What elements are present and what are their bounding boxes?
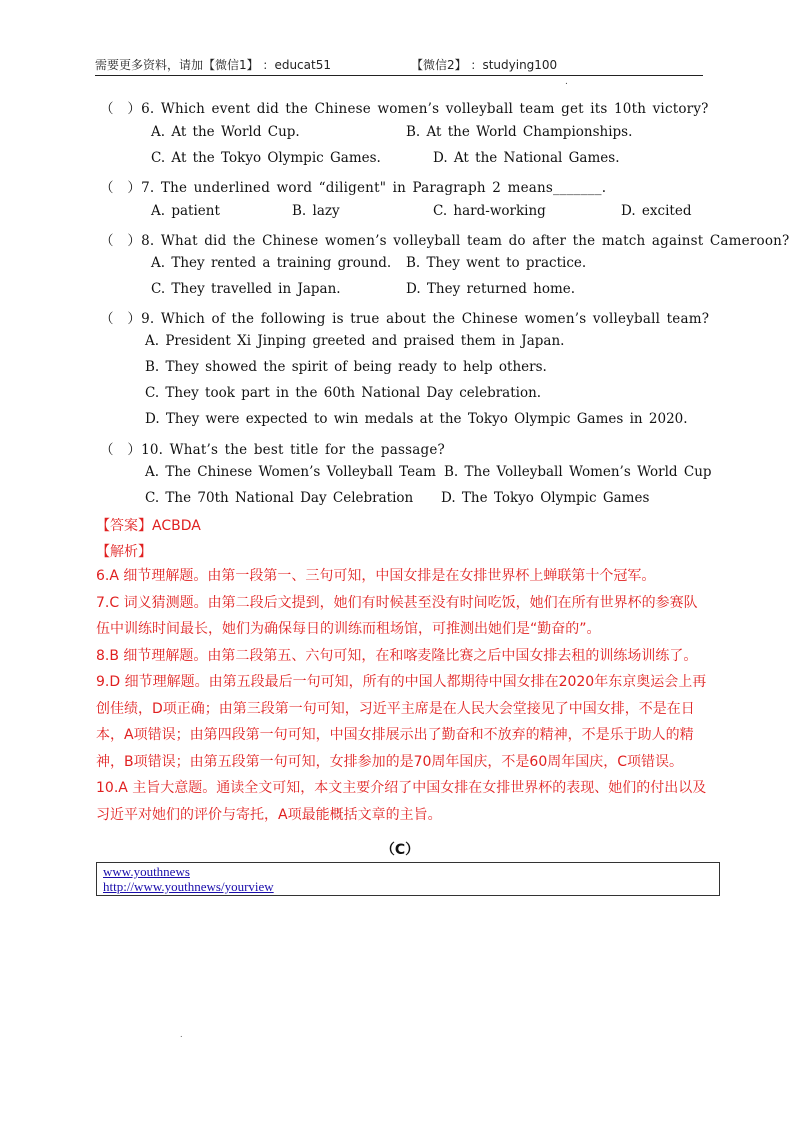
question-7: （ ）7. The underlined word “diligent" in Paragraph 2 means_______.	[100, 180, 607, 196]
q6-option-a: A. At the World Cup.	[151, 124, 300, 140]
q6-option-d: D. At the National Games.	[433, 150, 620, 166]
analysis-item-10: 10.A 主旨大意题。通读全文可知，本文主要介绍了中国女排在女排世界杯的表现、她们的付出以及习近平对她们的评价与寄托，A项最能概括文章的主旨。	[96, 780, 707, 823]
question-6: （ ）6. Which event did the Chinese women’s volleyball team get its 10th victory?	[100, 101, 709, 117]
q7-option-a: A. patient	[151, 203, 220, 219]
question-9: （ ）9. Which of the following is true about the Chinese women’s volleyball team?	[100, 311, 710, 327]
question-8: （ ）8. What did the Chinese women’s volleyball team do after the match against Cameroon?	[100, 233, 790, 249]
page-header	[95, 56, 703, 76]
question-10: （ ）10. What’s the best title for the passage?	[100, 442, 445, 458]
url-box	[96, 862, 720, 896]
analysis-item-8: 8.B 细节理解题。由第二段第五、六句可知，在和喀麦隆比赛之后中国女排去租的训练场训练了。	[96, 647, 698, 664]
wechat-contact-1: 需要更多资料，请加【微信1】 ：educat51	[95, 58, 331, 72]
q10-option-d: D. The Tokyo Olympic Games	[441, 490, 650, 506]
q10-option-b: B. The Volleyball Women’s World Cup	[444, 464, 712, 480]
q10-option-c: C. The 70th National Day Celebration	[145, 490, 414, 506]
q8-option-c: C. They travelled in Japan.	[151, 281, 341, 297]
q9-option-a: A. President Xi Jinping greeted and praised them in Japan.	[145, 333, 565, 349]
section-label: （C）	[380, 842, 420, 858]
q9-option-b: B. They showed the spirit of being ready to help others.	[145, 359, 547, 375]
analysis-item-7: 7.C 词义猜测题。由第二段后文提到，她们有时候甚至没有时间吃饭，她们在所有世界杯的参赛队伍中训练时间最长，她们为确保每日的训练而租场馆，可推测出她们是“勤奋的”。	[96, 594, 698, 637]
q9-option-c: C. They took part in the 60th National Day celebration.	[145, 385, 542, 401]
link-youthnews[interactable]: www.youthnews	[103, 864, 190, 879]
q7-option-d: D. excited	[621, 203, 692, 219]
analysis-block	[96, 563, 708, 828]
q9-option-d: D. They were expected to win medals at the Tokyo Olympic Games in 2020.	[145, 411, 688, 427]
q6-option-c: C. At the Tokyo Olympic Games.	[151, 150, 381, 166]
link-yourview[interactable]: http://www.youthnews/yourview	[103, 879, 274, 894]
footer-mark: .	[180, 1030, 183, 1039]
analysis-item-9: 9.D 细节理解题。由第五段最后一句可知，所有的中国人都期待中国女排在2020年东京奥运会上再创佳绩，D项正确；由第三段第一句可知，习近平主席是在人民大会堂接见了中国女排，不是在日本，A项错误；由第四段第一句可知，中国女排展示出了勤奋和不放弃的精神，不是乐于助人的精神，B项错误；由第五段第一句可知，女排参加的是70周年国庆，不是60周年国庆，C项错误。	[96, 674, 707, 770]
analysis-title: 【解析】	[96, 544, 152, 560]
q6-option-b: B. At the World Championships.	[406, 124, 633, 140]
q8-option-d: D. They returned home.	[406, 281, 576, 297]
q8-option-b: B. They went to practice.	[406, 255, 587, 271]
q10-option-a: A. The Chinese Women’s Volleyball Team	[145, 464, 436, 480]
q7-option-c: C. hard-working	[433, 203, 546, 219]
q7-option-b: B. lazy	[292, 203, 340, 219]
header-divider	[95, 75, 703, 76]
q8-option-a: A. They rented a training ground.	[151, 255, 392, 271]
header-mark: .	[565, 77, 568, 87]
wechat-contact-2: 【微信2】 ：studying100	[411, 58, 558, 72]
answer-key: 【答案】ACBDA	[96, 518, 201, 534]
analysis-item-6: 6.A 细节理解题。由第一段第一、三句可知，中国女排是在女排世界杯上蝉联第十个冠军。	[96, 568, 656, 584]
